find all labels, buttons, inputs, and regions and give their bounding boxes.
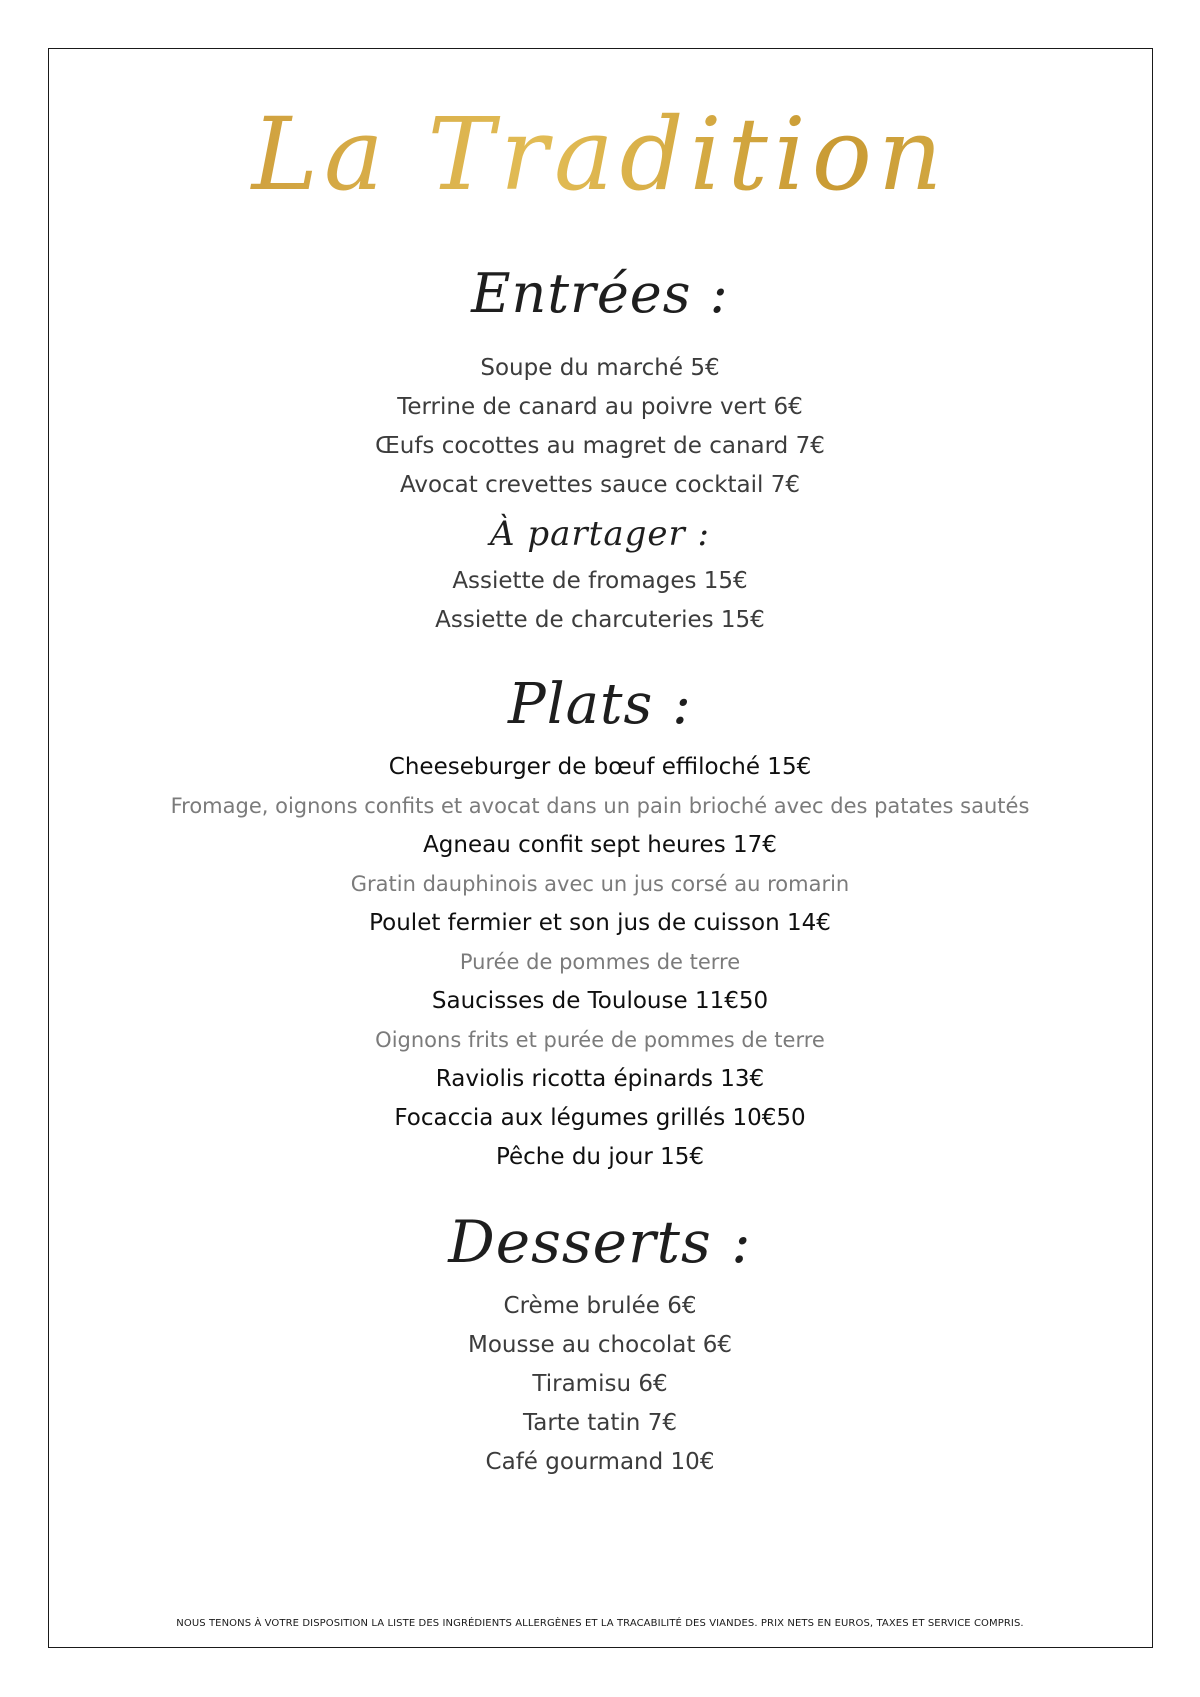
list-item: Café gourmand 10€ — [485, 1449, 715, 1475]
list-item: Terrine de canard au poivre vert 6€ — [397, 394, 803, 420]
partager-list — [0, 562, 1200, 640]
list-item: Tarte tatin 7€ — [523, 1410, 677, 1436]
list-item: Crème brulée 6€ — [503, 1293, 697, 1319]
dish-name: Saucisses de Toulouse 11€50 — [431, 988, 769, 1014]
dish-name: Poulet fermier et son jus de cuisson 14€ — [369, 910, 831, 936]
list-item: Avocat crevettes sauce cocktail 7€ — [399, 472, 801, 498]
list-item: Assiette de fromages 15€ — [452, 568, 748, 594]
list-item: Soupe du marché 5€ — [480, 355, 720, 381]
dish-name: Focaccia aux légumes grillés 10€50 — [394, 1105, 806, 1131]
dish-description: Purée de pommes de terre — [459, 950, 741, 974]
list-item: Tiramisu 6€ — [532, 1371, 668, 1397]
list-item: Œufs cocottes au magret de canard 7€ — [375, 433, 825, 459]
dish-description: Fromage, oignons confits et avocat dans un pain brioché avec des patates sautés — [170, 794, 1030, 818]
dish-name: Cheeseburger de bœuf effiloché 15€ — [388, 754, 812, 780]
list-item: Assiette de charcuteries 15€ — [435, 607, 765, 633]
plats-list — [0, 748, 1200, 1177]
menu-title: La Tradition — [0, 95, 1200, 215]
dish-description: Oignons frits et purée de pommes de terre — [375, 1028, 825, 1052]
section-heading-entrees: Entrées : — [471, 262, 729, 325]
dish-name: Pêche du jour 15€ — [495, 1144, 705, 1170]
dish-description: Gratin dauphinois avec un jus corsé au romarin — [350, 872, 850, 896]
section-heading-plats: Plats : — [508, 672, 692, 737]
footer-note: NOUS TENONS À VOTRE DISPOSITION LA LISTE DES INGRÉDIENTS ALLERGÈNES ET LA TRACABILITÉ DES VIANDES. PRIX NETS EN EUROS, TAXES ET SERVICE COMPRIS. — [176, 1618, 1024, 1629]
dish-name: Agneau confit sept heures 17€ — [423, 832, 777, 858]
desserts-list — [0, 1287, 1200, 1482]
entrees-list — [0, 349, 1200, 505]
list-item: Mousse au chocolat 6€ — [468, 1332, 732, 1358]
section-heading-desserts: Desserts : — [448, 1208, 752, 1276]
section-heading-partager: À partager : — [490, 514, 710, 554]
dish-name: Raviolis ricotta épinards 13€ — [435, 1066, 765, 1092]
